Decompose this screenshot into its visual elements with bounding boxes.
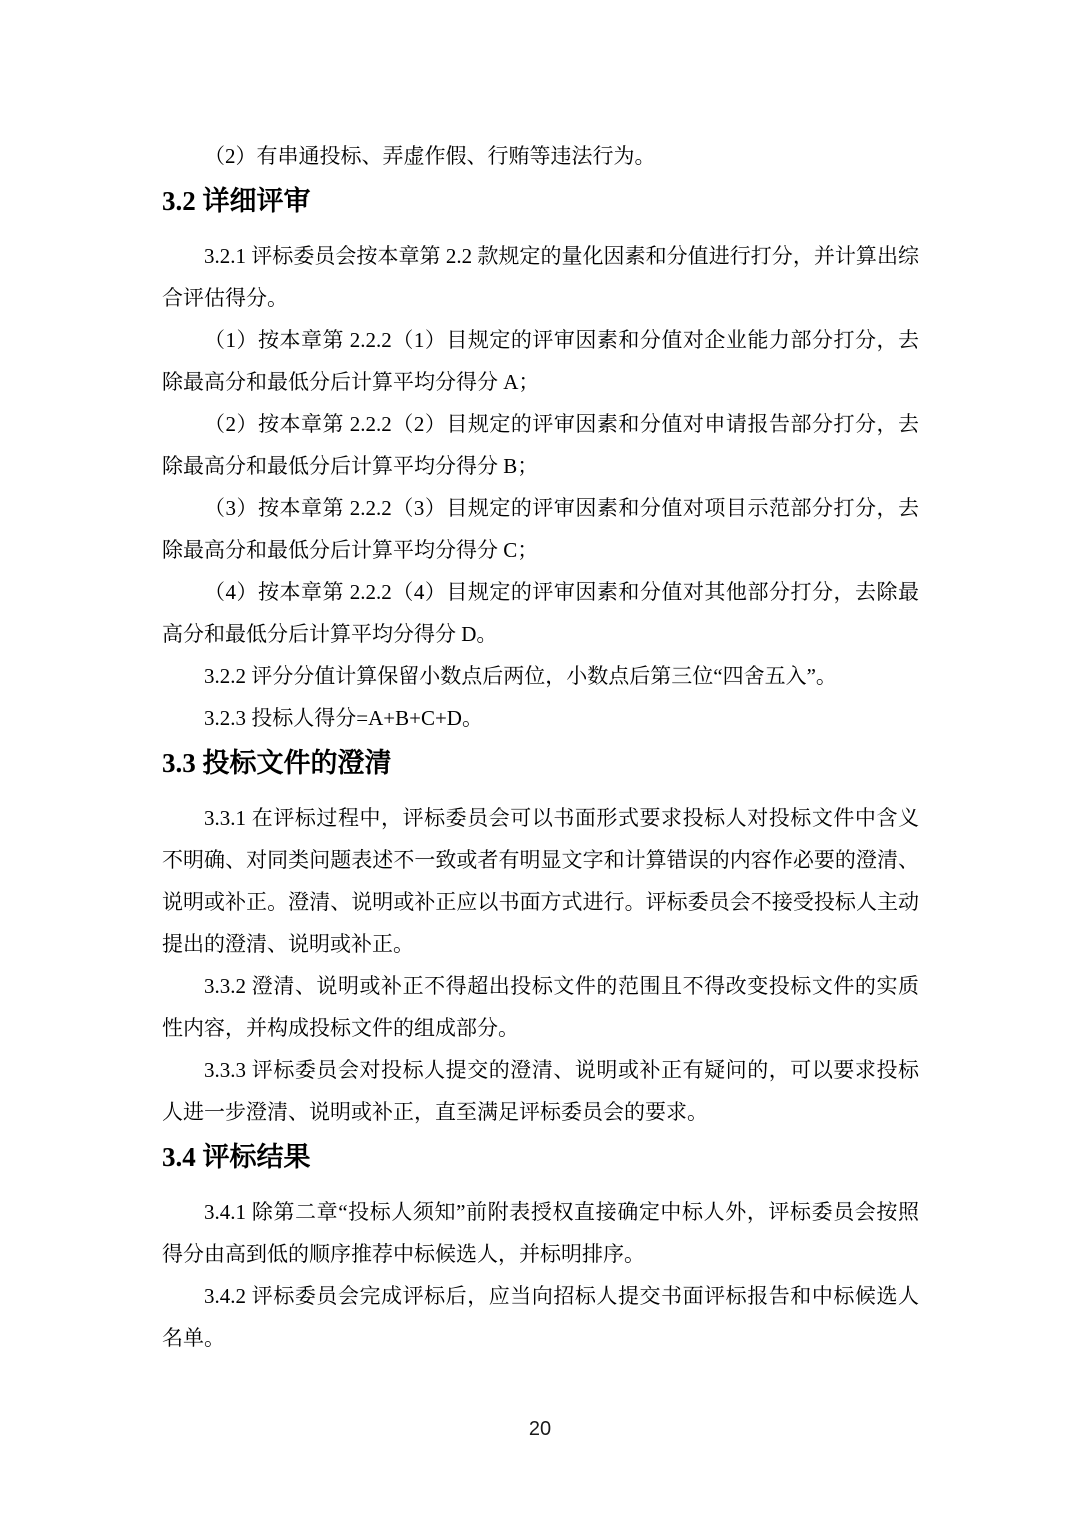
paragraph-3-3-2: 3.3.2 澄清、说明或补正不得超出投标文件的范围且不得改变投标文件的实质性内容，并构成投标文件的组成部分。 xyxy=(162,974,919,1040)
intro-paragraph: （2）有串通投标、弄虚作假、行贿等违法行为。 xyxy=(204,144,656,168)
paragraph-3-3-3: 3.3.3 评标委员会对投标人提交的澄清、说明或补正有疑问的，可以要求投标人进一步澄清、说明或补正，直至满足评标委员会的要求。 xyxy=(162,1058,919,1124)
section-heading-3-2: 3.2 详细评审 xyxy=(162,186,311,216)
paragraph-3-2-3: 3.2.3 投标人得分=A+B+C+D。 xyxy=(204,706,483,730)
section-heading-3-4: 3.4 评标结果 xyxy=(162,1142,311,1172)
paragraph-3-4-1: 3.4.1 除第二章“投标人须知”前附表授权直接确定中标人外，评标委员会按照得分由高到低的顺序推荐中标候选人，并标明排序。 xyxy=(162,1200,919,1266)
page-number: 20 xyxy=(528,1418,552,1440)
paragraph-3-4-2: 3.4.2 评标委员会完成评标后，应当向招标人提交书面评标报告和中标候选人名单。 xyxy=(162,1284,919,1350)
paragraph-3-2-1: 3.2.1 评标委员会按本章第 2.2 款规定的量化因素和分值进行打分，并计算出综合评估得分。 xyxy=(162,244,919,310)
paragraph-3-3-1: 3.3.1 在评标过程中，评标委员会可以书面形式要求投标人对投标文件中含义不明确、对同类问题表述不一致或者有明显文字和计算错误的内容作必要的澄清、说明或补正。澄清、说明或补正应以书面方式进行。评标委员会不接受投标人主动提出的澄清、说明或补正。 xyxy=(162,806,919,956)
section-heading-3-3: 3.3 投标文件的澄清 xyxy=(162,748,392,778)
document-content xyxy=(162,135,919,1359)
paragraph-3-2-item-1: （1）按本章第 2.2.2（1）目规定的评审因素和分值对企业能力部分打分，去除最高分和最低分后计算平均分得分 A； xyxy=(162,328,919,394)
paragraph-3-2-item-2: （2）按本章第 2.2.2（2）目规定的评审因素和分值对申请报告部分打分，去除最高分和最低分后计算平均分得分 B； xyxy=(162,412,919,478)
paragraph-3-2-item-3: （3）按本章第 2.2.2（3）目规定的评审因素和分值对项目示范部分打分，去除最高分和最低分后计算平均分得分 C； xyxy=(162,496,919,562)
paragraph-3-2-2: 3.2.2 评分分值计算保留小数点后两位，小数点后第三位“四舍五入”。 xyxy=(204,664,837,688)
paragraph-3-2-item-4: （4）按本章第 2.2.2（4）目规定的评审因素和分值对其他部分打分，去除最高分和最低分后计算平均分得分 D。 xyxy=(162,580,919,646)
